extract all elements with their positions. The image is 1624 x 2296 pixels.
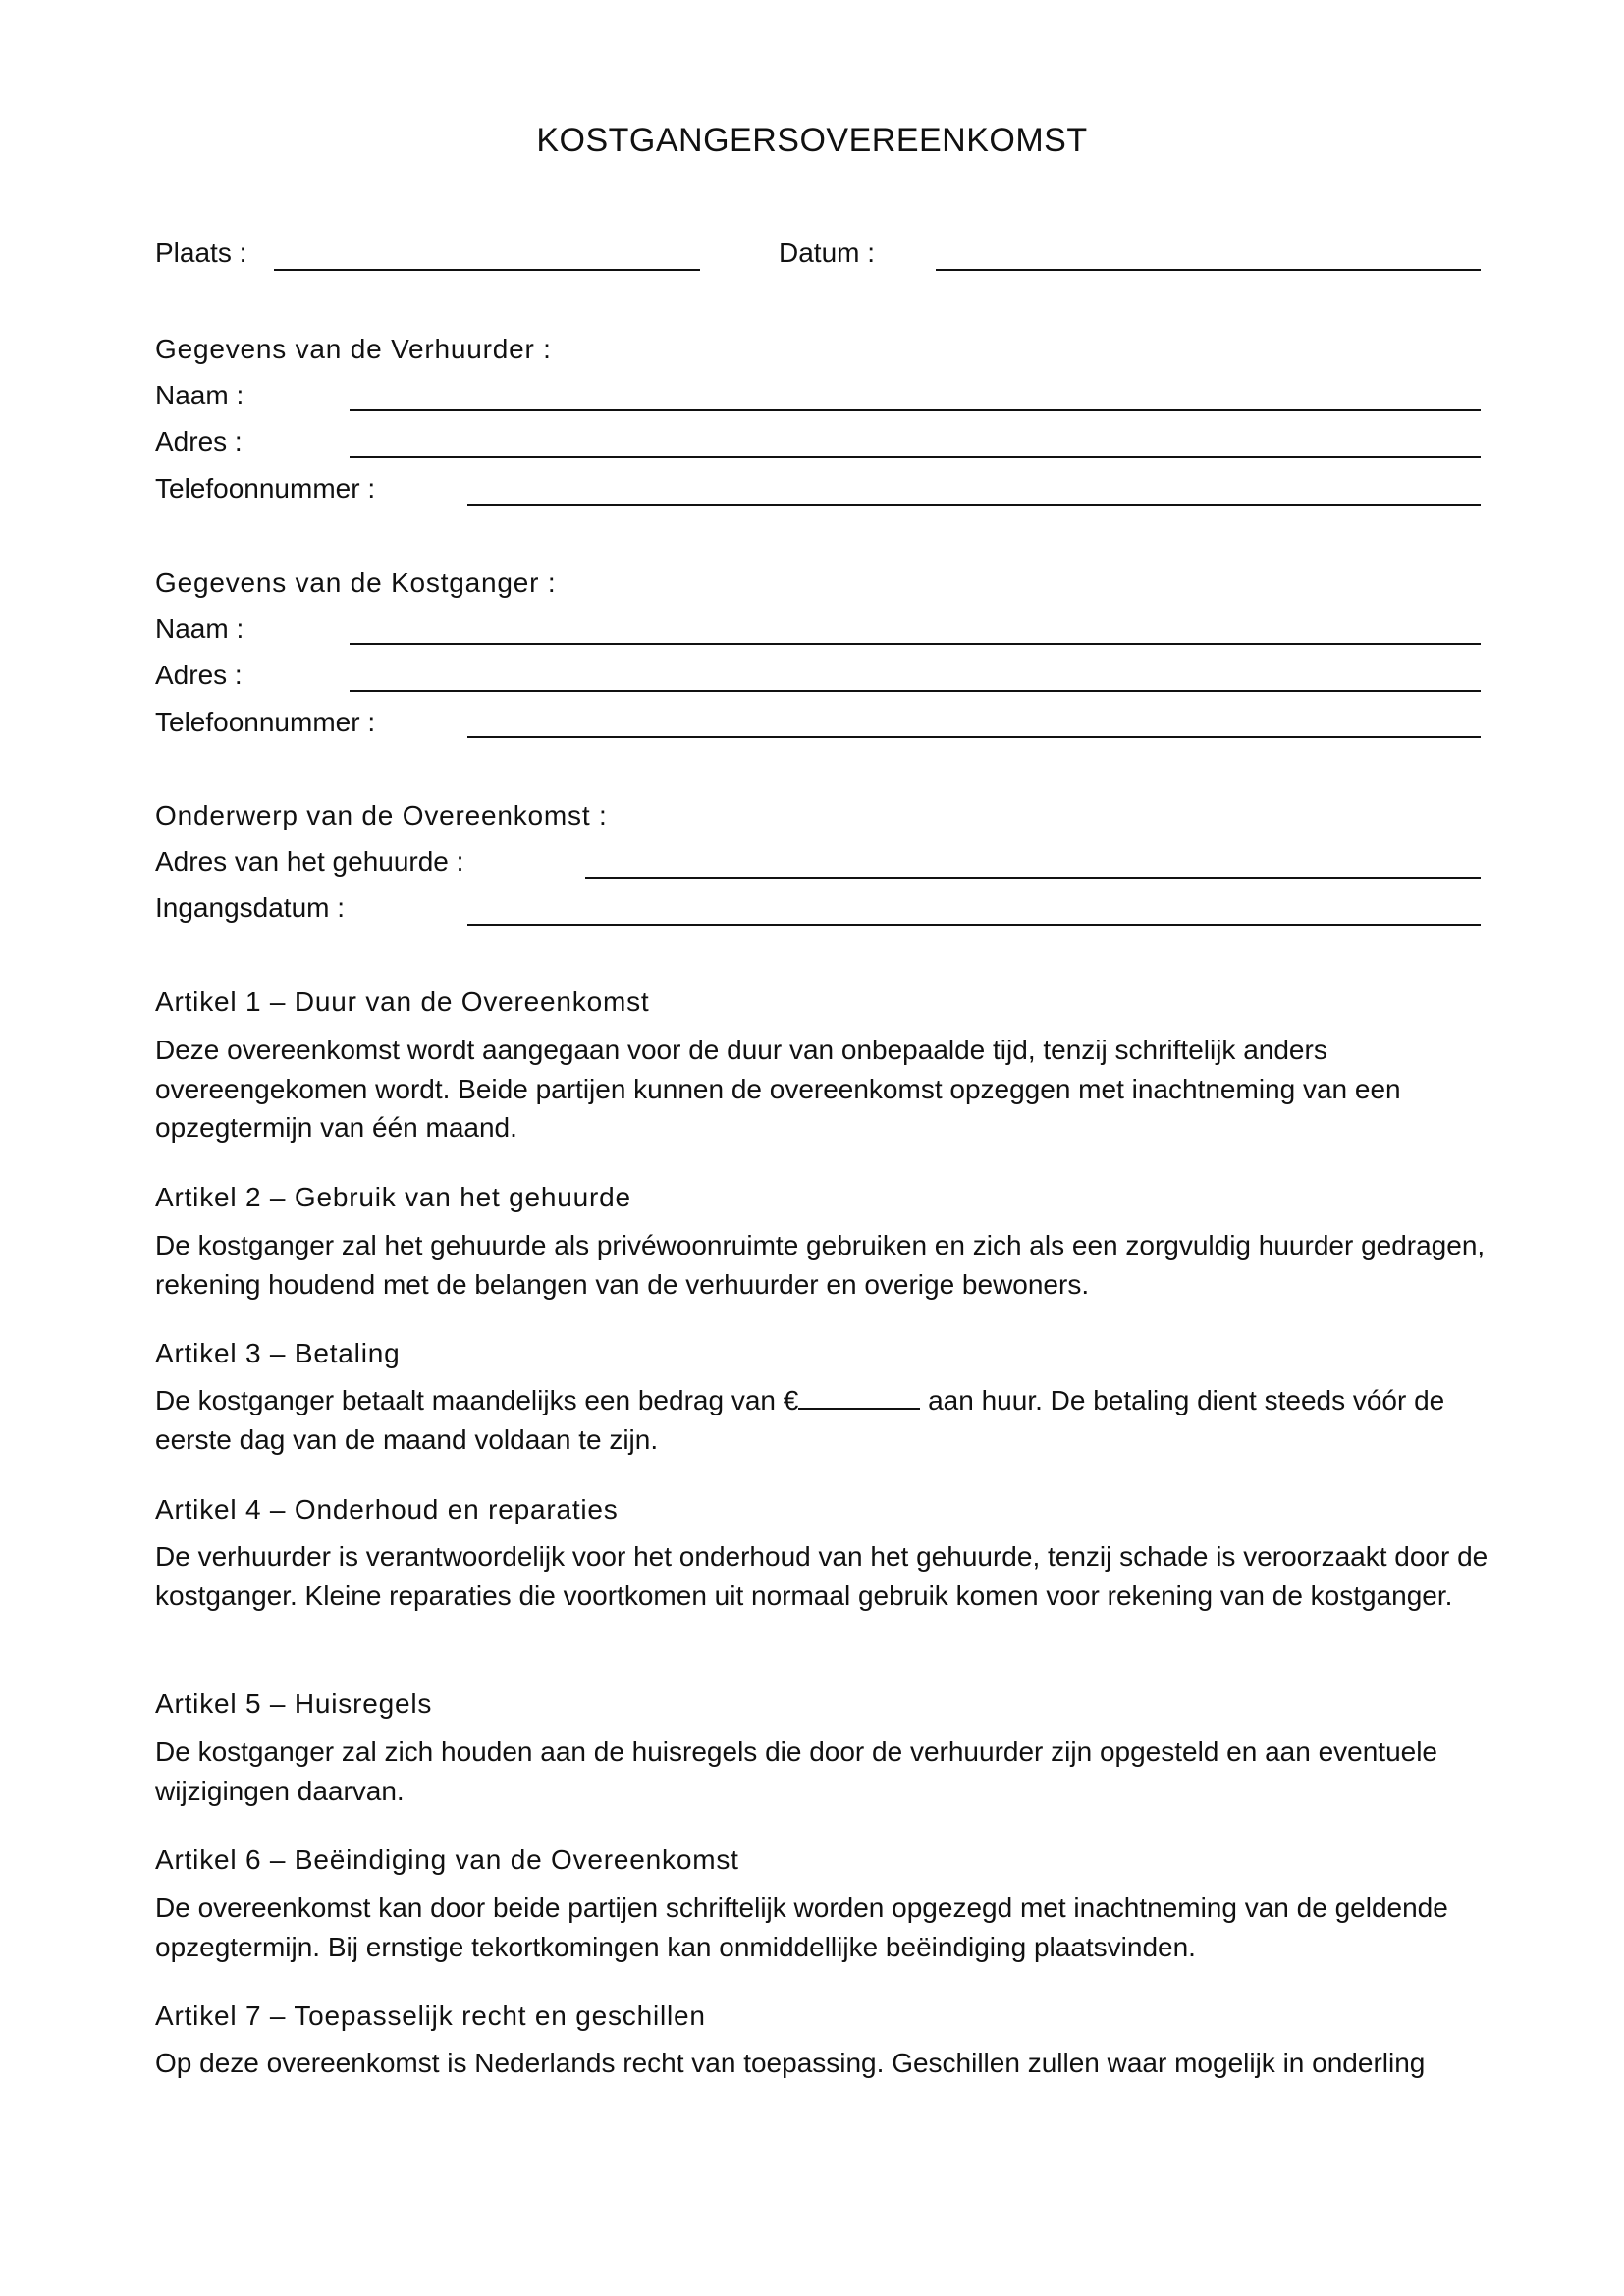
article-2-heading: Artikel 2 – Gebruik van het gehuurde (155, 1182, 631, 1212)
subject-heading: Onderwerp van de Overeenkomst : (155, 800, 608, 830)
article-4-heading: Artikel 4 – Onderhoud en reparaties (155, 1494, 619, 1524)
boarder-name-field[interactable] (350, 643, 1481, 645)
boarder-phone-field[interactable] (467, 736, 1481, 738)
article-7-heading: Artikel 7 – Toepasselijk recht en geschillen (155, 2001, 706, 2031)
boarder-phone-label: Telefoonnummer : (155, 707, 376, 737)
article-3-body (155, 1381, 1490, 1459)
rental-address-field[interactable] (585, 877, 1481, 879)
article-3-body-end: aan huur. De betaling dient steeds vóór de eerste dag van de maand voldaan te zijn. (155, 1385, 1445, 1455)
article-7-body: Op deze overeenkomst is Nederlands recht van toepassing. Geschillen zullen waar mogelijk in onderling (155, 2048, 1426, 2078)
date-label: Datum : (779, 238, 876, 268)
article-1-heading: Artikel 1 – Duur van de Overeenkomst (155, 987, 650, 1017)
start-date-label: Ingangsdatum : (155, 892, 346, 923)
boarder-name-label: Naam : (155, 614, 244, 644)
landlord-name-field[interactable] (350, 409, 1481, 411)
place-field[interactable] (274, 269, 700, 271)
date-field[interactable] (936, 269, 1481, 271)
landlord-name-label: Naam : (155, 380, 244, 410)
landlord-phone-label: Telefoonnummer : (155, 473, 376, 504)
landlord-phone-field[interactable] (467, 504, 1481, 506)
place-label: Plaats : (155, 238, 247, 268)
article-5-heading: Artikel 5 – Huisregels (155, 1688, 433, 1719)
article-5-body: De kostganger zal zich houden aan de huisregels die door de verhuurder zijn opgesteld en aan eventuele wijzigingen daarvan. (155, 1736, 1438, 1806)
rental-address-label: Adres van het gehuurde : (155, 846, 464, 877)
article-2-body: De kostganger zal het gehuurde als privéwoonruimte gebruiken en zich als een zorgvuldig huurder gedragen, rekening houdend met de belangen van de verhuurder en overige bewoners. (155, 1230, 1486, 1300)
landlord-heading: Gegevens van de Verhuurder : (155, 334, 552, 364)
rent-amount-field[interactable] (798, 1386, 920, 1410)
landlord-address-label: Adres : (155, 426, 243, 456)
start-date-field[interactable] (467, 924, 1481, 926)
article-6-heading: Artikel 6 – Beëindiging van de Overeenkomst (155, 1844, 739, 1875)
article-3-body-start: De kostganger betaalt maandelijks een bedrag van € (155, 1385, 799, 1415)
article-4-body: De verhuurder is verantwoordelijk voor het onderhoud van het gehuurde, tenzij schade is veroorzaakt door de kostganger. Kleine reparaties die voortkomen uit normaal gebruik komen voor rekening van de kostganger. (155, 1541, 1489, 1611)
article-1-body: Deze overeenkomst wordt aangegaan voor de duur van onbepaalde tijd, tenzij schriftelijk anders overeengekomen wordt. Beide partijen kunnen de overeenkomst opzeggen met inachtneming van een opzegtermijn van één maand. (155, 1035, 1401, 1143)
boarder-address-field[interactable] (350, 690, 1481, 692)
article-3-heading: Artikel 3 – Betaling (155, 1338, 401, 1368)
document-title: KOSTGANGERSOVEREENKOMST (536, 122, 1088, 159)
landlord-address-field[interactable] (350, 456, 1481, 458)
boarder-heading: Gegevens van de Kostganger : (155, 567, 557, 598)
article-6-body: De overeenkomst kan door beide partijen schriftelijk worden opgezegd met inachtneming van de geldende opzegtermijn. Bij ernstige tekortkomingen kan onmiddellijke beëindiging plaatsvinden. (155, 1893, 1448, 1962)
boarder-address-label: Adres : (155, 660, 243, 690)
